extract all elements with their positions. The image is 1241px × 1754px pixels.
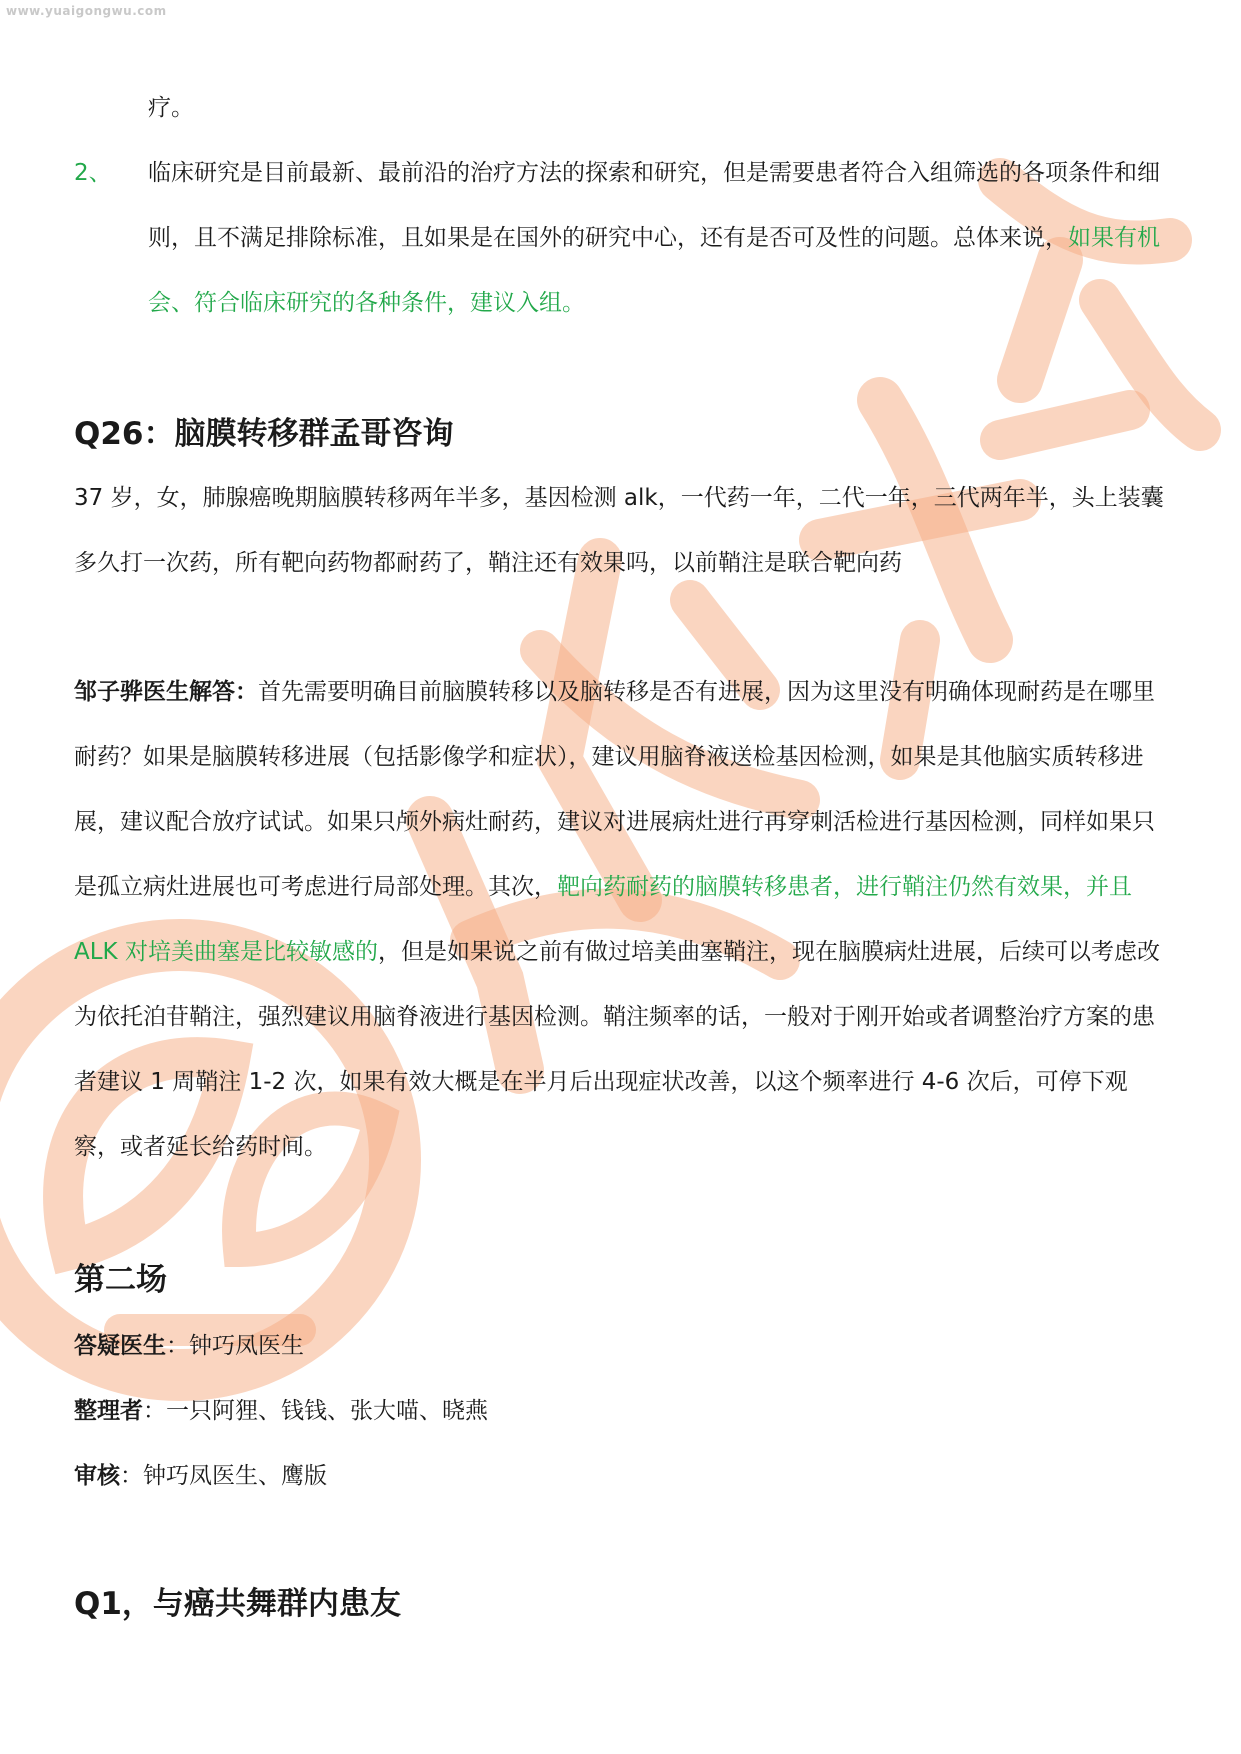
organizer-label: 整理者 [74,1398,143,1424]
list-item-text: 临床研究是目前最新、最前沿的治疗方法的探索和研究，但是需要患者符合入组筛选的各项条件和细则，且不满足排除标准，且如果是在国外的研究中心，还有是否可及性的问题。总体来说， [148,160,1160,251]
organizer-value: ：一只阿狸、钱钱、张大喵、晓燕 [143,1398,488,1424]
answerer-label: 答疑医生 [74,1333,166,1359]
list-item-highlight: 如果有机会、符合临床研究的各种条件，建议入组。 [148,225,1160,316]
q26-answer [74,660,1168,1180]
reviewer-label: 审核 [74,1463,120,1489]
answerer-value: ：钟巧凤医生 [166,1333,304,1359]
meta-reviewer [74,1456,327,1496]
q26-heading: Q26：脑膜转移群孟哥咨询 [74,416,454,452]
answer-text-part1: 首先需要明确目前脑膜转移以及脑转移是否有进展，因为这里没有明确体现耐药是在哪里耐药？如果是脑膜转移进展（包括影像学和症状），建议用脑脊液送检基因检测，如果是其他脑实质转移进展，建议配合放疗试试。如果只颅外病灶耐药，建议对进展病灶进行再穿刺活检进行基因检测，同样如果只是孤立病灶进展也可考虑进行局部处理。其次， [74,679,1155,900]
q26-question-text: 37 岁，女，肺腺癌晚期脑膜转移两年半多，基因检测 alk，一代药一年，二代一年，三代两年半，头上装囊多久打一次药，所有靶向药物都耐药了，鞘注还有效果吗，以前鞘注是联合靶向药 [74,485,1164,576]
answer-doctor-label: 邹子骅医生解答： [74,679,258,705]
meta-organizer [74,1391,488,1431]
q1-heading: Q1，与癌共舞群内患友 [74,1586,401,1622]
answer-highlight: 靶向药耐药的脑膜转移患者，进行鞘注仍然有效果，并且 ALK 对培美曲塞是比较敏感的 [74,874,1132,965]
meta-answerer [74,1326,304,1366]
answer-text-part2: ，但是如果说之前有做过培美曲塞鞘注，现在脑膜病灶进展，后续可以考虑改为依托泊苷鞘注，强烈建议用脑脊液进行基因检测。鞘注频率的话，一般对于刚开始或者调整治疗方案的患者建议 1 周鞘注 1-2 次，如果有效大概是在半月后出现症状改善，以这个频率进行 4-6 次后，可停下观察，或者延长给药时间。 [74,939,1160,1160]
continuation-text: 疗。 [148,95,194,121]
site-watermark-text: www.yuaigongwu.com [6,4,167,18]
list-item-number: 2、 [74,160,112,186]
reviewer-value: ：钟巧凤医生、鹰版 [120,1463,327,1489]
session-heading: 第二场 [74,1262,167,1298]
list-item-body [148,141,1168,336]
